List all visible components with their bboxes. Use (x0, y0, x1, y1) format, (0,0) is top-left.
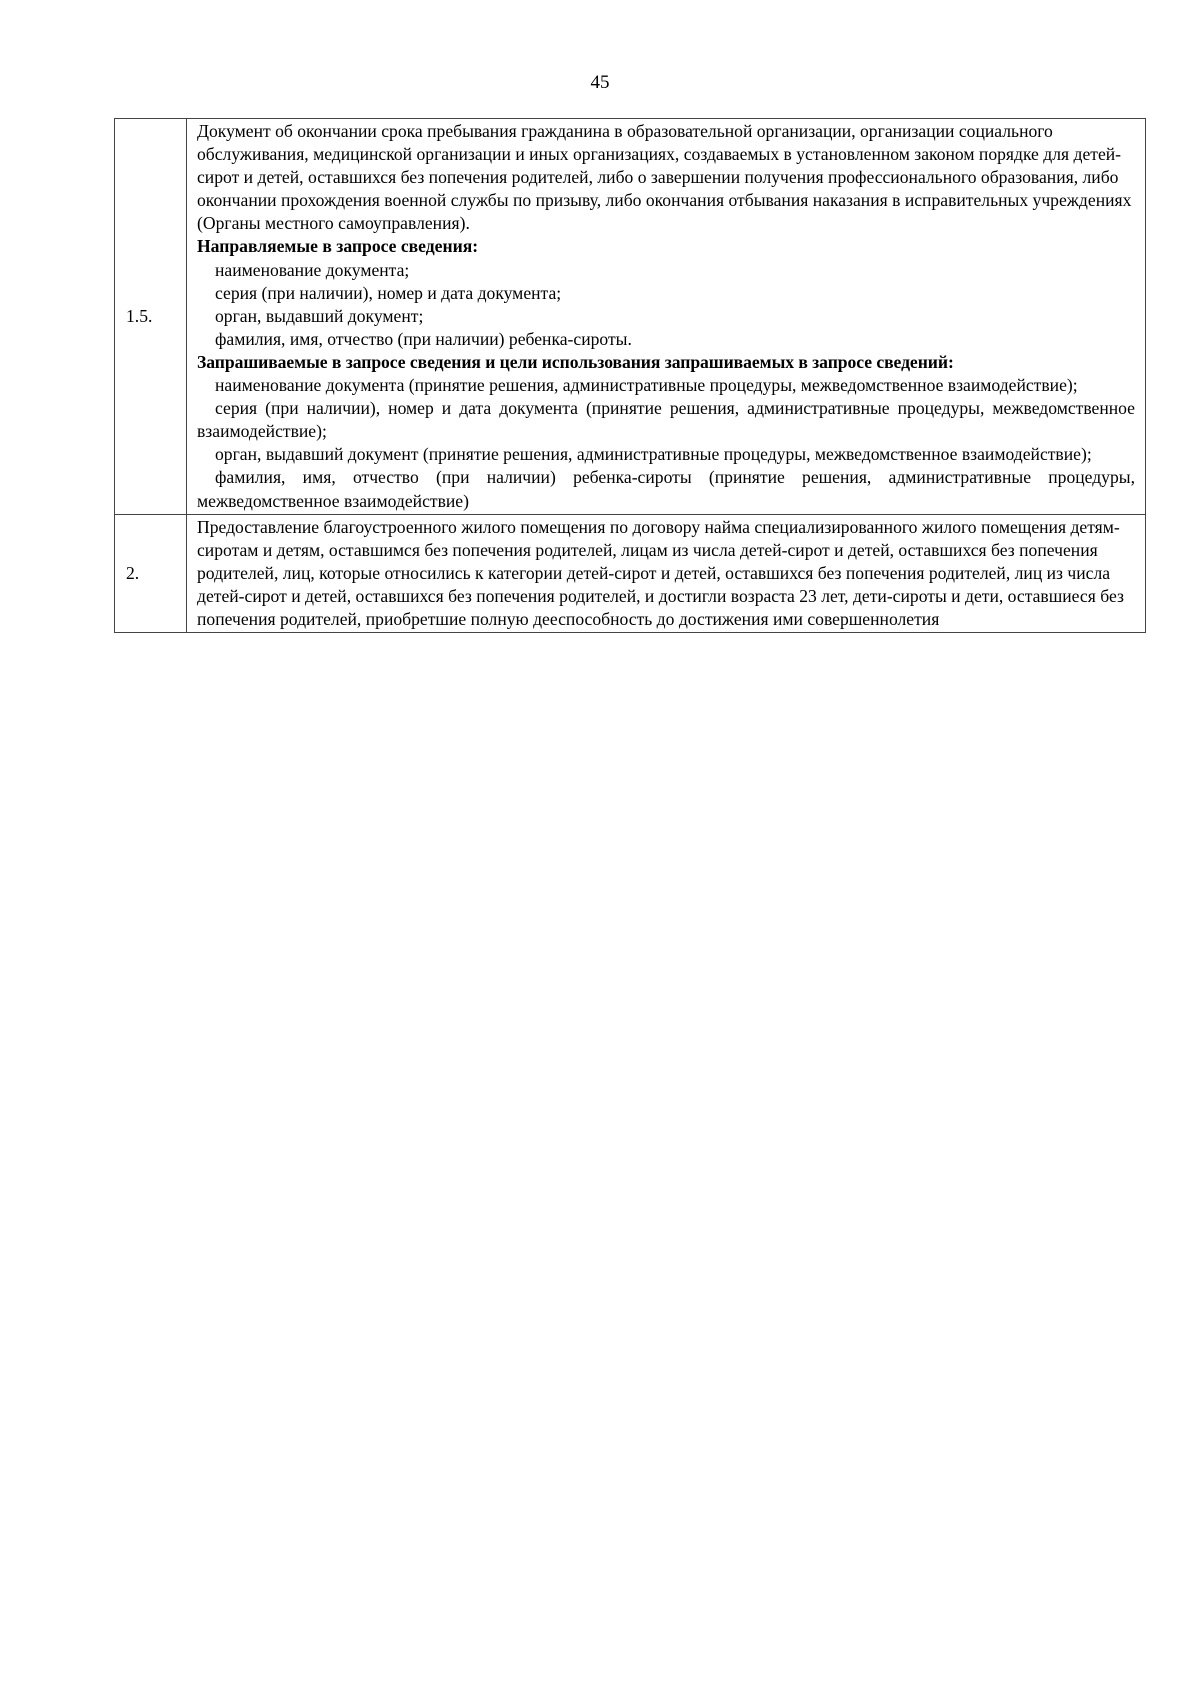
row-number: 1.5. (126, 305, 153, 326)
page-number: 45 (590, 72, 610, 93)
sent-info-item: фамилия, имя, отчество (при наличии) ребенка-сироты. (215, 328, 632, 349)
row-number-cell (115, 119, 187, 515)
sent-info-heading: Направляемые в запросе сведения: (197, 236, 479, 257)
table-row (115, 514, 1146, 632)
sent-info-item: орган, выдавший документ; (215, 305, 424, 326)
document-description: Документ об окончании срока пребывания гражданина в образовательной организации, организации социального обслуживания, медицинской организации и иных организациях, создаваемых в установленном законом порядке для детей-сирот и детей, оставшихся без попечения родителей, либо о завершении получения профессионального образования, либо окончании прохождения военной службы по призыву, либо окончания отбывания наказания в исправительных учреждениях (Органы местного самоуправления). (197, 121, 1132, 234)
row-content-cell (187, 514, 1146, 632)
sent-info-item: наименование документа; (215, 259, 410, 280)
sent-info-item: серия (при наличии), номер и дата документа; (215, 282, 562, 303)
row-number: 2. (126, 562, 140, 583)
document-table (114, 118, 1146, 633)
row-content-cell (187, 119, 1146, 515)
requested-info-item: серия (при наличии), номер и дата документа (принятие решения, административные процедуры, межведомственное взаимодействие); (197, 398, 1135, 442)
requested-info-item: фамилия, имя, отчество (при наличии) ребенка-сироты (принятие решения, административные процедуры, межведомственное взаимодействие) (197, 467, 1135, 511)
requested-info-heading: Запрашиваемые в запросе сведения и цели использования запрашиваемых в запросе сведений: (197, 351, 954, 372)
requested-info-item: наименование документа (принятие решения, административные процедуры, межведомственное взаимодействие); (215, 375, 1078, 396)
service-description: Предоставление благоустроенного жилого помещения по договору найма специализированного жилого помещения детям-сиротам и детям, оставшимся без попечения родителей, лицам из числа детей-сирот и детей, оставшихся без попечения родителей, лиц, которые относились к категории детей-сирот и детей, оставшихся без попечения родителей, лиц из числа детей-сирот и детей, оставшихся без попечения родителей, и достигли возраста 23 лет, дети-сироты и дети, оставшиеся без попечения родителей, приобретшие полную дееспособность до достижения ими совершеннолетия (197, 516, 1124, 629)
row-number-cell (115, 514, 187, 632)
requested-info-item: орган, выдавший документ (принятие решения, административные процедуры, межведомственное взаимодействие); (215, 444, 1092, 465)
table-row (115, 119, 1146, 515)
